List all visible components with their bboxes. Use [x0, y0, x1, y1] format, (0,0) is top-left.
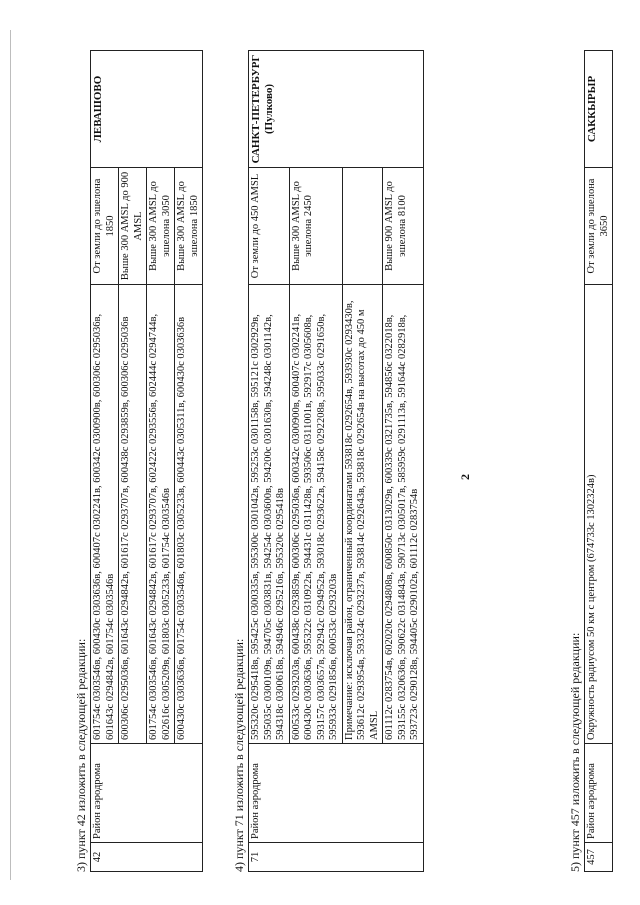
- section-4-table: [248, 50, 424, 872]
- section-5-title: 5) пункт 457 изложить в следующей редакции:: [568, 632, 582, 872]
- table-row: [585, 51, 613, 872]
- zone-type: Район аэродрома: [249, 744, 424, 843]
- coordinates-cell: 600430с 0303636в, 601754с 0303546в, 601803с 0305233в, 600443с 0305311в, 600430с 0303636в: [175, 285, 203, 744]
- altitude-cell: От земли до эшелона 1850: [91, 168, 119, 285]
- item-number: 457: [585, 843, 613, 872]
- zone-type: Район аэродрома: [91, 744, 203, 843]
- section-4-title: 4) пункт 71 изложить в следующей редакции:: [232, 638, 246, 872]
- section-3-table: [90, 50, 203, 872]
- item-number: 42: [91, 843, 203, 872]
- coordinates-cell: 601754с 0303546в, 600430с 0303636в, 600407с 0302241в, 600342с 0300900в, 600306с 0295036в, 601643с 0294842в, 601754с 0303546в: [91, 285, 119, 744]
- altitude-cell: [342, 168, 383, 285]
- coordinates-cell: 600533с 0293203в, 600438с 0293859в, 600306с 0295036в, 600342с 0300900в, 600407с 0302241в, 600430с 0303636в, 595322с 0310922в, 594431с 0311428в, 593506с 0311001в, 592917с 0305608в, 593157с 0303657в, 592942с 0294952в, 593018с 0293622в, 594158с 0292208в, 595033с 0291650в, 595933с 0291856в, 600533с 0293203в: [289, 285, 342, 744]
- section-5-table: [584, 50, 613, 872]
- altitude-cell: От земли до эшелона 3650: [585, 168, 613, 285]
- rotated-page-content: [72, 50, 632, 880]
- note-cell: Примечание: исключая район, ограниченный координатами 593818с 0292654в, 593930с 0293430в, 593612с 0293954в, 593324с 0293237в, 593814с 0292643в, 593818с 0292654в на высотах до 450 м AMSL: [342, 285, 383, 744]
- altitude-cell: Выше 900 AMSL до эшелона 8100: [383, 168, 424, 285]
- coordinates-cell: 600306с 0295036в, 601643с 0294842в, 601617с 0293707в, 600438с 0293859в, 600306с 0295036в: [119, 285, 147, 744]
- altitude-cell: Выше 300 AMSL до эшелона 2450: [289, 168, 342, 285]
- zone-type: Район аэродрома: [585, 744, 613, 843]
- coordinates-cell: 595320с 0295418в, 595425с 0300335в, 595300с 0301042в, 595253с 0301158в, 595121с 0302929в, 595035с 0300109в, 594705с 0303831в, 594254с 0303600в, 594200с 0301630в, 594248с 0301142в, 594318с 0300618в, 594946с 0295216в, 595320с 0295418в: [249, 285, 290, 744]
- page-number: 2: [458, 474, 472, 480]
- altitude-cell: Выше 300 AMSL до эшелона 3050: [147, 168, 175, 285]
- item-number: 71: [249, 843, 424, 872]
- altitude-cell: Выше 300 AMSL до 900 AMSL: [119, 168, 147, 285]
- coordinates-cell: 601112с 0283754в, 602020с 0294808в, 600850с 0313029в, 600339с 0321735в, 594856с 0322018в, 593155с 0320636в, 590622с 0314843в, 590713с 0305017в, 585959с 0291113в, 591644с 0282918в, 593723с 0290128в, 594405с 0290102в, 601112с 0283754в: [383, 285, 424, 744]
- table-row: [91, 51, 119, 872]
- aerodrome-name: ЛЕВАШОВО: [91, 51, 203, 168]
- coordinates-cell: Окружность радиусом 50 км с центром (674733с 1302324в): [585, 285, 613, 744]
- altitude-cell: Выше 300 AMSL до эшелона 1850: [175, 168, 203, 285]
- section-3-title: 3) пункт 42 изложить в следующей редакции:: [74, 638, 88, 872]
- aerodrome-name: САККЫРЫР: [585, 51, 613, 168]
- aerodrome-name: САНКТ-ПЕТЕРБУРГ (Пулково): [249, 51, 424, 168]
- table-row: [249, 51, 290, 872]
- scan-edge-line: [10, 30, 11, 880]
- altitude-cell: От земли до 450 AMSL: [249, 168, 290, 285]
- coordinates-cell: 601754с 0303546в, 601643с 0294842в, 601617с 0293707в, 602422с 0293556в, 602444с 0294744в, 602616с 0305209в, 601803с 0305233в, 601754с 0303546в: [147, 285, 175, 744]
